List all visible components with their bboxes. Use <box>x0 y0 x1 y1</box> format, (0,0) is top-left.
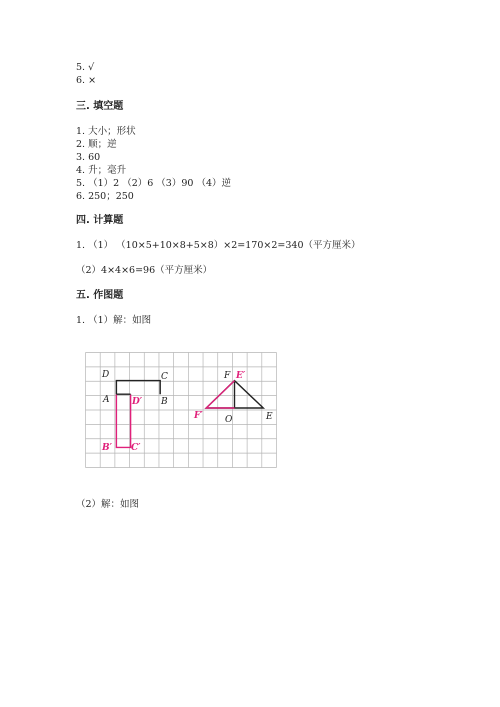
draw-answer-2: （2）解：如图 <box>76 499 140 510</box>
label-A: A <box>103 395 110 405</box>
fill-answer-2: 2. 顺；逆 <box>76 139 117 150</box>
label-D: D <box>102 370 110 380</box>
transformed-shape-pink <box>116 394 130 447</box>
label-E: E <box>266 412 273 422</box>
fill-answer-5: 5. （1）2 （2）6 （3）90 （4）逆 <box>76 178 231 189</box>
original-shape-DCB <box>116 381 160 395</box>
fill-answer-4: 4. 升；毫升 <box>76 165 127 176</box>
judge-item-5: 5. √ <box>76 62 95 73</box>
label-C-prime: C′ <box>131 443 141 453</box>
label-F-prime: F′ <box>194 411 203 421</box>
grid-figure <box>85 352 277 468</box>
triangle-rotated <box>206 381 234 408</box>
label-D-prime: D′ <box>132 397 143 407</box>
fill-answer-1: 1. 大小；形状 <box>76 126 136 137</box>
calc-answer-1: 1. （1） （10×5+10×8+5×8）×2=170×2=340（平方厘米） <box>76 240 361 251</box>
fill-answer-6: 6. 250；250 <box>76 191 134 202</box>
draw-answer-1: 1. （1）解：如图 <box>76 315 152 326</box>
label-O: O <box>225 415 233 425</box>
label-C: C <box>161 372 168 382</box>
judge-item-6: 6. × <box>76 75 97 86</box>
calc-answer-2: （2）4×4×6=96（平方厘米） <box>76 265 213 276</box>
fill-answer-3: 3. 60 <box>76 152 101 163</box>
label-B: B <box>161 397 168 407</box>
label-E-prime: E′ <box>236 371 246 381</box>
section-5-heading: 五. 作图题 <box>76 290 124 301</box>
section-4-heading: 四. 计算题 <box>76 215 124 226</box>
label-F: F <box>224 371 231 381</box>
label-B-prime: B′ <box>102 443 112 453</box>
section-3-heading: 三. 填空题 <box>76 101 124 112</box>
grid-lines <box>86 353 277 468</box>
